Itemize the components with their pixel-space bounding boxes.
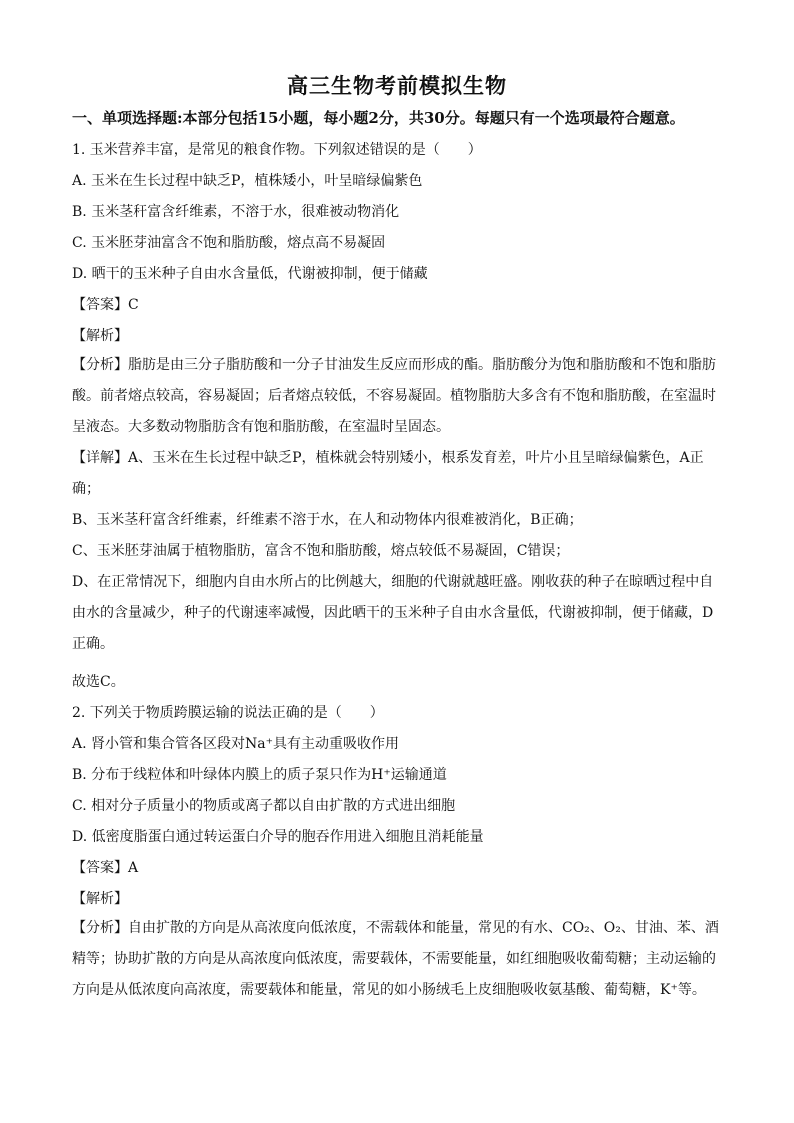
question-1-analysis-label: 【解析】	[72, 328, 128, 344]
question-2-answer: 【答案】A	[72, 860, 139, 876]
question-1-xiangjie: 【详解】A、玉米在生长过程中缺乏P，植株就会特别矮小，根系发育差，叶片小且呈暗绿偏紫色，A正确；	[72, 450, 704, 497]
question-2-fenxi: 【分析】自由扩散的方向是从高浓度向低浓度，不需载体和能量，常见的有水、CO₂、O₂、甘油、苯、酒精等；协助扩散的方向是从高浓度向低浓度，需要载体，不需要能量，如红细胞吸收葡萄糖；主动运输的方向是从低浓度向高浓度，需要载体和能量，常见的如小肠绒毛上皮细胞吸收氨基酸、葡萄糖，K⁺等。	[72, 920, 719, 998]
section-heading: 一、单项选择题:本部分包括15小题，每小题2分，共30分。每题只有一个选项最符合题意。	[72, 109, 685, 127]
question-2-option-a: A. 肾小管和集合管各区段对Na⁺具有主动重吸收作用	[72, 736, 399, 752]
question-2-stem: 2. 下列关于物质跨膜运输的说法正确的是（ ）	[72, 705, 384, 721]
question-2-option-d: D. 低密度脂蛋白通过转运蛋白介导的胞吞作用进入细胞且消耗能量	[72, 829, 484, 845]
page-title: 高三生物考前模拟生物	[287, 73, 507, 98]
question-1-fenxi: 【分析】脂肪是由三分子脂肪酸和一分子甘油发生反应而形成的酯。脂肪酸分为饱和脂肪酸和不饱和脂肪酸。前者熔点较高，容易凝固；后者熔点较低，不容易凝固。植物脂肪大多含有不饱和脂肪酸，在室温时呈液态。大多数动物脂肪含有饱和脂肪酸，在室温时呈固态。	[72, 357, 716, 435]
question-1-explain-d: D、在正常情况下，细胞内自由水所占的比例越大，细胞的代谢就越旺盛。刚收获的种子在晾晒过程中自由水的含量减少，种子的代谢速率减慢，因此晒干的玉米种子自由水含量低，代谢被抑制，便于储藏，D正确。	[72, 574, 714, 652]
question-2-option-b: B. 分布于线粒体和叶绿体内膜上的质子泵只作为H⁺运输通道	[72, 767, 447, 783]
question-1-answer: 【答案】C	[72, 297, 139, 313]
question-1-explain-b: B、玉米茎秆富含纤维素，纤维素不溶于水，在人和动物体内很难被消化，B正确；	[72, 512, 583, 528]
question-1-conclusion: 故选C。	[72, 674, 125, 690]
question-2-option-c: C. 相对分子质量小的物质或离子都以自由扩散的方式进出细胞	[72, 798, 456, 814]
question-2-analysis-label: 【解析】	[72, 891, 128, 907]
question-1-option-d: D. 晒干的玉米种子自由水含量低，代谢被抑制，便于储藏	[72, 266, 428, 282]
question-1-stem: 1. 玉米营养丰富，是常见的粮食作物。下列叙述错误的是（ ）	[72, 142, 482, 158]
question-1-option-c: C. 玉米胚芽油富含不饱和脂肪酸，熔点高不易凝固	[72, 235, 386, 251]
question-1-explain-c: C、玉米胚芽油属于植物脂肪，富含不饱和脂肪酸，熔点较低不易凝固，C错误；	[72, 543, 570, 559]
question-1-option-a: A. 玉米在生长过程中缺乏P，植株矮小，叶呈暗绿偏紫色	[72, 173, 423, 189]
question-1-option-b: B. 玉米茎秆富含纤维素，不溶于水，很难被动物消化	[72, 204, 400, 220]
